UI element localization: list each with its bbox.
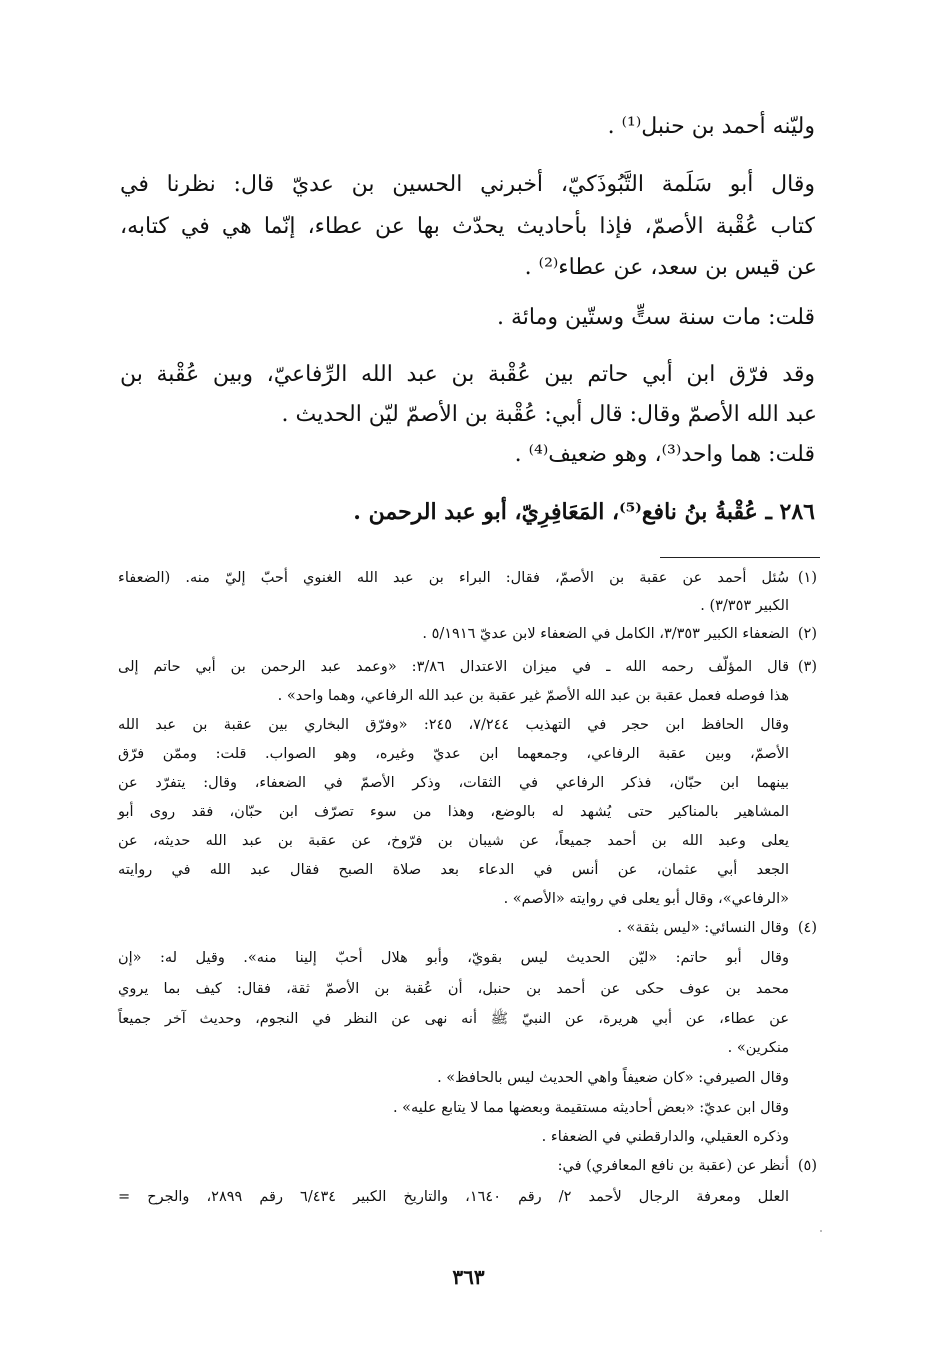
footnote-line: وقال الصيرفي: «كان ضعيفاً واهي الحديث ليس بالحافظ» . <box>437 1070 789 1086</box>
footnote-line: منكرين» . <box>727 1040 789 1056</box>
footnote-text: الضعفاء الكبير ٣/٣٥٣، الكامل في الضعفاء لابن عديّ ٥/١٩١٦ . <box>422 626 789 642</box>
main-text-line: عن قيس بن سعد، عن عطاء⁽²⁾ . <box>524 255 817 280</box>
main-text-line: وقد فرّق ابن أبي حاتم بين عُقْبة بن عبد الله الرِّفاعيّ، وبين عُقْبة بن <box>120 362 815 387</box>
footnote-number: (٤) <box>797 920 817 936</box>
main-text-line: كتاب عُقْبة الأصمّ، فإذا بأحاديث يحدّث بها عن عطاء، إنّما هي في كتابه، <box>120 214 815 239</box>
footnote-separator <box>660 557 820 558</box>
footnote-line: عن عطاء، عن أبي هريرة، عن النبيّ ﷺ أنه نهى عن النظر في النجوم، وحديث آخر جميعاً <box>118 1011 789 1027</box>
footnote-number: (٥) <box>797 1158 817 1174</box>
footnote-line: الكبير ٣/٣٥٣) . <box>700 598 789 614</box>
main-text-line: قلت: هما واحد⁽³⁾، وهو ضعيف⁽⁴⁾ . <box>514 442 815 467</box>
footnote-line: بينهما ابن حبّان، فذكر الرفاعي في الثقات، وذكر الأصمّ في الضعفاء، وقال: يتفرّد عن <box>118 775 789 791</box>
footnote-3 <box>118 655 817 679</box>
footnote-line: محمد بن عوف حكى عن أحمد بن حنبل، أن عُقبة بن الأصمّ ثقة، فقال: كيف بما يروي <box>118 981 789 997</box>
footnote-line: وذكره العقيلي، والدارقطني في الضعفاء . <box>541 1129 789 1145</box>
footnote-line: وقال الحافظ ابن حجر في التهذيب ٧/٢٤٤، ٢٤٥: «وفرّق البخاري بين عقبة بن عبد الله <box>118 717 789 733</box>
main-text-line: قلت: مات سنة ستٍّ وستّين ومائة . <box>497 305 815 330</box>
footnote-line: الأصمّ، وبين عقبة الرفاعي، وجمعهما ابن عديّ وغيره، وهو الصواب. قلت: وممّن فرّق <box>118 746 789 762</box>
footnote-number: (٣) <box>797 659 818 675</box>
footnote-text: قال المؤلّف رحمه الله ـ في ميزان الاعتدال ٣/٨٦: «وعمد عبد الرحمن بن أبي حاتم إلى <box>118 659 790 675</box>
footnote-5 <box>558 1154 817 1178</box>
footnote-line: وقال ابن عديّ: «بعض أحاديثه مستقيمة وبعضها مما لا يتابع عليه» . <box>392 1100 789 1116</box>
main-text-line: وقال أبو سَلَمة التَّبُوذَكيّ، أخبرني الحسين بن عديّ قال: نظرنا في <box>120 172 815 197</box>
entry-heading-286: ٢٨٦ ـ عُقْبةُ بنُ نافع⁽⁵⁾، المَعَافِرِيّ، أبو عبد الرحمن . <box>353 499 815 525</box>
main-text-line: وليّنه أحمد بن حنبل⁽¹⁾ . <box>607 114 815 139</box>
footnote-line: الجعد أبي عثمان، عن أنس في الدعاء بعد صلاة الصبح فقال عبد الله في روايته <box>118 862 789 878</box>
footnote-text: سُئل أحمد عن عقبة بن الأصمّ، فقال: البراء بن عبد الله الغنوي أحبّ إليّ منه. (الضعفاء <box>118 570 789 586</box>
footnote-line: هذا فوصله فعمل عقبة بن عبد الله الأصمّ غير عقبة بن عبد الله الرفاعي، وهما واحد» . <box>277 688 789 704</box>
footnote-line: وقال أبو حاتم: «ليّن الحديث ليس بقويّ، وأبو هلال أحبّ إلينا منه». وقيل له: «إن <box>118 950 789 966</box>
footnote-line: العلل ومعرفة الرجال لأحمد ٢/ رقم ١٦٤٠، والتاريخ الكبير ٦/٤٣٤ رقم ٢٨٩٩، والجرح = <box>118 1189 789 1205</box>
footnote-4 <box>617 916 817 940</box>
footnote-line: يعلى وعبد الله بن أحمد جميعاً، عن شيبان بن فرّوخ، عن عقبة بن عبد الله حديثه، عن <box>118 833 789 849</box>
scan-speck <box>820 1230 822 1232</box>
footnote-text: وقال النسائي: «ليس بثقة» . <box>617 920 789 936</box>
main-text-line: عبد الله الأصمّ وقال: قال أبي: عُقْبة بن الأصمّ ليّن الحديث . <box>281 402 817 427</box>
page-number: ٣٦٣ <box>452 1265 485 1289</box>
footnote-text: أنظر عن (عقبة بن نافع المعافري) في: <box>557 1158 789 1174</box>
footnote-number: (٢) <box>797 626 817 642</box>
footnote-line: المشاهير بالمناكير حتى يُشهد له بالوضع، وهذا من سوء تصرّف ابن حبّان، فقد روى أبو <box>118 804 789 820</box>
footnote-number: (١) <box>797 570 817 586</box>
footnote-1 <box>118 566 817 590</box>
footnote-line: «الرفاعي»، وقال أبو يعلى في روايته «الأصم» . <box>503 891 789 907</box>
footnote-2 <box>422 622 817 646</box>
